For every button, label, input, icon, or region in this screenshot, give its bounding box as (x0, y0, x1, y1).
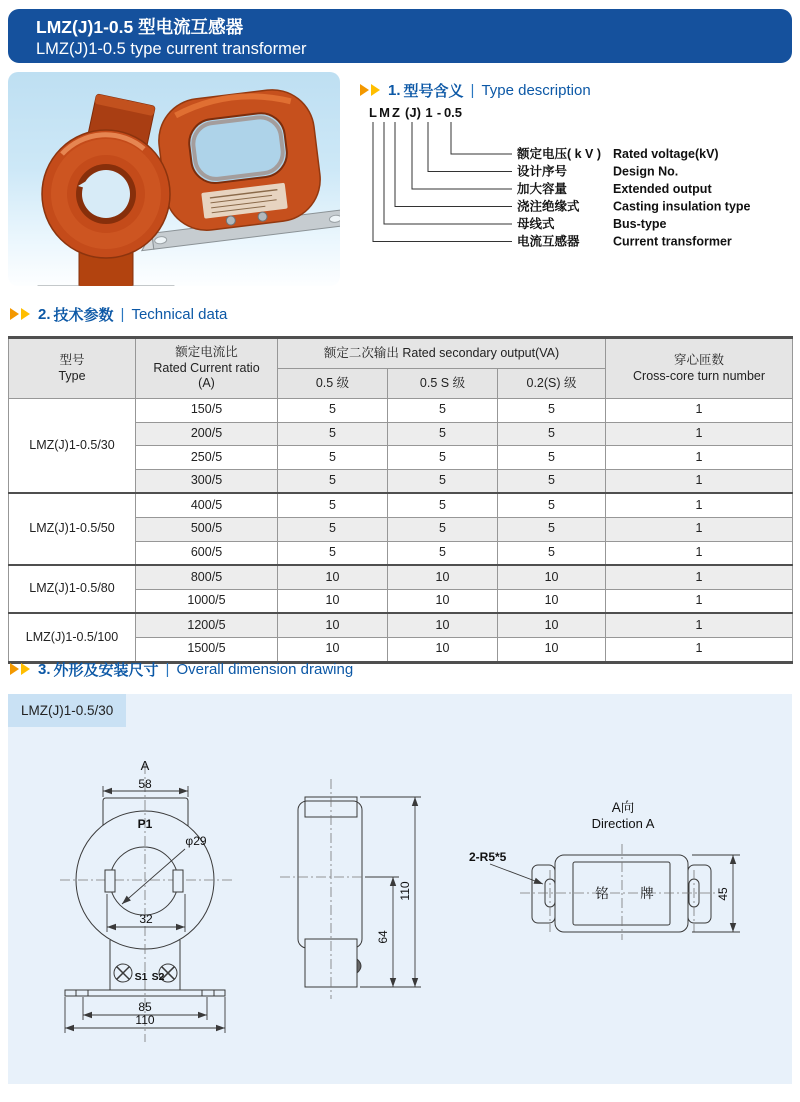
header-text: 穿心匝数 (674, 352, 725, 367)
section-title-en: Technical data (131, 305, 228, 323)
col-header-class-05: 0.5 级 (278, 369, 388, 399)
table-cell: 1 (606, 517, 793, 541)
table-cell: 10 (278, 589, 388, 613)
section-separator: | (120, 305, 125, 323)
product-photo (8, 72, 340, 286)
table-cell: 10 (388, 637, 498, 662)
table-cell: 250/5 (136, 446, 278, 470)
table-cell: 5 (388, 541, 498, 565)
table-row (9, 399, 793, 423)
table-cell: 5 (278, 517, 388, 541)
diagram-label-zh: 额定电压( k V ) (517, 147, 602, 161)
table-cell: 5 (498, 469, 606, 493)
table-cell: 1 (606, 637, 793, 662)
table-cell: 1 (606, 469, 793, 493)
dim-110-side: 110 (398, 881, 412, 901)
dim-110: 110 (135, 1013, 155, 1027)
type-code-diagram (360, 98, 796, 264)
table-cell: 500/5 (136, 517, 278, 541)
col-header-output: 额定二次输出 Rated secondary output(VA) (278, 338, 606, 369)
code-char: - (436, 105, 442, 120)
diagram-label-zh: 浇注绝缘式 (517, 199, 580, 214)
table-cell: 5 (498, 399, 606, 423)
table-cell: 1 (606, 399, 793, 423)
table-cell: 1 (606, 493, 793, 517)
table-cell: 1 (606, 565, 793, 589)
section-head-technical-data (10, 304, 227, 324)
terminal-label-s1: S1 (134, 971, 148, 983)
table-cell: 5 (278, 399, 388, 423)
diagram-label-en: Extended output (613, 182, 712, 196)
header-text: Type (58, 368, 86, 383)
table-cell: 5 (388, 493, 498, 517)
table-cell-type: LMZ(J)1-0.5/100 (9, 613, 136, 662)
table-cell: 10 (498, 565, 606, 589)
side-view-drawing (280, 779, 421, 999)
table-cell: 5 (278, 446, 388, 470)
dim-45: 45 (716, 887, 730, 901)
section-head-type-description (360, 80, 591, 100)
nameplate-char: 牌 (640, 886, 654, 901)
col-header-class-05s: 0.5 S 级 (388, 369, 498, 399)
section-arrow-icon (10, 663, 19, 675)
table-row (9, 565, 793, 589)
code-char: Z (392, 105, 400, 120)
dim-hole-diameter: φ29 (185, 834, 207, 848)
table-cell: 5 (388, 422, 498, 446)
section-title-en: Type description (481, 81, 591, 99)
table-cell: 5 (498, 541, 606, 565)
diagram-line (384, 122, 512, 224)
dim-32: 32 (139, 912, 153, 926)
table-cell: 1000/5 (136, 589, 278, 613)
table-cell: 400/5 (136, 493, 278, 517)
section-arrow-icon (371, 84, 380, 96)
diagram-line (412, 122, 512, 189)
page-title: LMZ(J)1-0.5 型电流互感器 (36, 17, 244, 37)
col-header-type (9, 338, 136, 399)
view-title-en: Direction A (591, 816, 655, 831)
section-arrow-icon (360, 84, 369, 96)
drawing-model-label: LMZ(J)1-0.5/30 (8, 694, 126, 727)
col-header-class-02s: 0.2(S) 级 (498, 369, 606, 399)
section-number: 3. (38, 660, 51, 678)
table-cell: 5 (388, 446, 498, 470)
front-view-drawing (60, 758, 232, 1042)
code-char: L (369, 105, 377, 120)
table-cell: 800/5 (136, 565, 278, 589)
section-title-zh: 外形及安装尺寸 (53, 661, 159, 679)
table-row (9, 493, 793, 517)
section-arrow-icon (10, 308, 19, 320)
diagram-line (451, 122, 512, 154)
table-cell: 5 (278, 469, 388, 493)
diagram-label-zh: 电流互感器 (517, 234, 580, 249)
table-cell: 1200/5 (136, 613, 278, 637)
table-cell: 5 (388, 399, 498, 423)
table-cell: 10 (498, 637, 606, 662)
table-cell: 150/5 (136, 399, 278, 423)
terminal-label-s2: S2 (151, 971, 165, 983)
table-cell: 10 (388, 565, 498, 589)
header-text: 额定电流比 (175, 345, 238, 360)
col-header-turns (606, 338, 793, 399)
screw-terminal-s1 (114, 964, 132, 982)
table-cell: 10 (278, 637, 388, 662)
table-cell: 600/5 (136, 541, 278, 565)
section-separator: | (165, 660, 170, 678)
table-cell: 5 (498, 493, 606, 517)
table-cell: 1 (606, 446, 793, 470)
header-text: Rated Current ratio (153, 360, 260, 375)
page-title-banner (8, 9, 792, 63)
table-cell: 5 (498, 517, 606, 541)
view-label-a: A (140, 758, 150, 773)
diagram-label-zh: 加大容量 (517, 182, 568, 196)
technical-data-table (8, 336, 793, 664)
table-row (9, 613, 793, 637)
section-head-dimension-drawing (10, 659, 353, 679)
dim-58: 58 (138, 777, 152, 791)
terminal-label-p1: P1 (137, 817, 153, 831)
section-arrow-icon (21, 663, 30, 675)
section-title-zh: 技术参数 (53, 306, 114, 324)
code-char: 1 (425, 105, 433, 120)
diagram-line (428, 122, 512, 172)
diagram-label-en: Current transformer (613, 234, 732, 249)
code-char: M (379, 105, 390, 120)
table-cell: 5 (278, 541, 388, 565)
code-char: (J) (405, 105, 421, 120)
section-title-zh: 型号含义 (403, 82, 464, 100)
table-cell: 200/5 (136, 422, 278, 446)
dimension-drawing (8, 694, 792, 1084)
section-separator: | (470, 81, 475, 99)
table-cell: 10 (388, 613, 498, 637)
diagram-label-en: Rated voltage(kV) (613, 147, 719, 161)
table-cell-type: LMZ(J)1-0.5/50 (9, 493, 136, 565)
table-cell: 10 (278, 565, 388, 589)
table-cell-type: LMZ(J)1-0.5/80 (9, 565, 136, 613)
table-cell: 5 (388, 517, 498, 541)
diagram-label-zh: 设计序号 (517, 164, 568, 179)
table-cell: 1 (606, 422, 793, 446)
page-subtitle: LMZ(J)1-0.5 type current transformer (36, 40, 307, 58)
direction-a-drawing (469, 800, 740, 940)
section-arrow-icon (21, 308, 30, 320)
table-cell-type: LMZ(J)1-0.5/30 (9, 399, 136, 494)
table-cell: 10 (388, 589, 498, 613)
dim-64: 64 (376, 930, 390, 944)
table-cell: 1500/5 (136, 637, 278, 662)
diagram-label-en: Casting insulation type (613, 199, 751, 214)
dim-85: 85 (138, 1000, 152, 1014)
table-cell: 10 (498, 613, 606, 637)
table-cell: 5 (278, 422, 388, 446)
view-title-zh: A向 (611, 800, 635, 815)
slot-note: 2-R5*5 (469, 850, 507, 864)
section-title-en: Overall dimension drawing (176, 660, 354, 678)
diagram-line (395, 122, 512, 207)
diagram-label-en: Bus-type (613, 217, 667, 231)
header-text: 型号 (59, 352, 85, 367)
dimension-drawing-panel (8, 694, 792, 1084)
table-cell: 5 (498, 422, 606, 446)
nameplate-char: 铭 (595, 886, 609, 901)
code-char: 0.5 (443, 105, 463, 120)
table-cell: 5 (278, 493, 388, 517)
table-cell: 1 (606, 541, 793, 565)
table-cell: 300/5 (136, 469, 278, 493)
table-cell: 1 (606, 589, 793, 613)
section-number: 2. (38, 305, 51, 323)
diagram-label-en: Design No. (613, 164, 679, 179)
table-cell: 5 (498, 446, 606, 470)
header-text: (A) (198, 376, 215, 391)
col-header-ratio (136, 338, 278, 399)
table-cell: 10 (278, 613, 388, 637)
header-text: Cross-core turn number (633, 368, 766, 383)
table-cell: 10 (498, 589, 606, 613)
table-cell: 1 (606, 613, 793, 637)
section-number: 1. (388, 81, 401, 99)
diagram-label-zh: 母线式 (517, 217, 555, 231)
table-cell: 5 (388, 469, 498, 493)
